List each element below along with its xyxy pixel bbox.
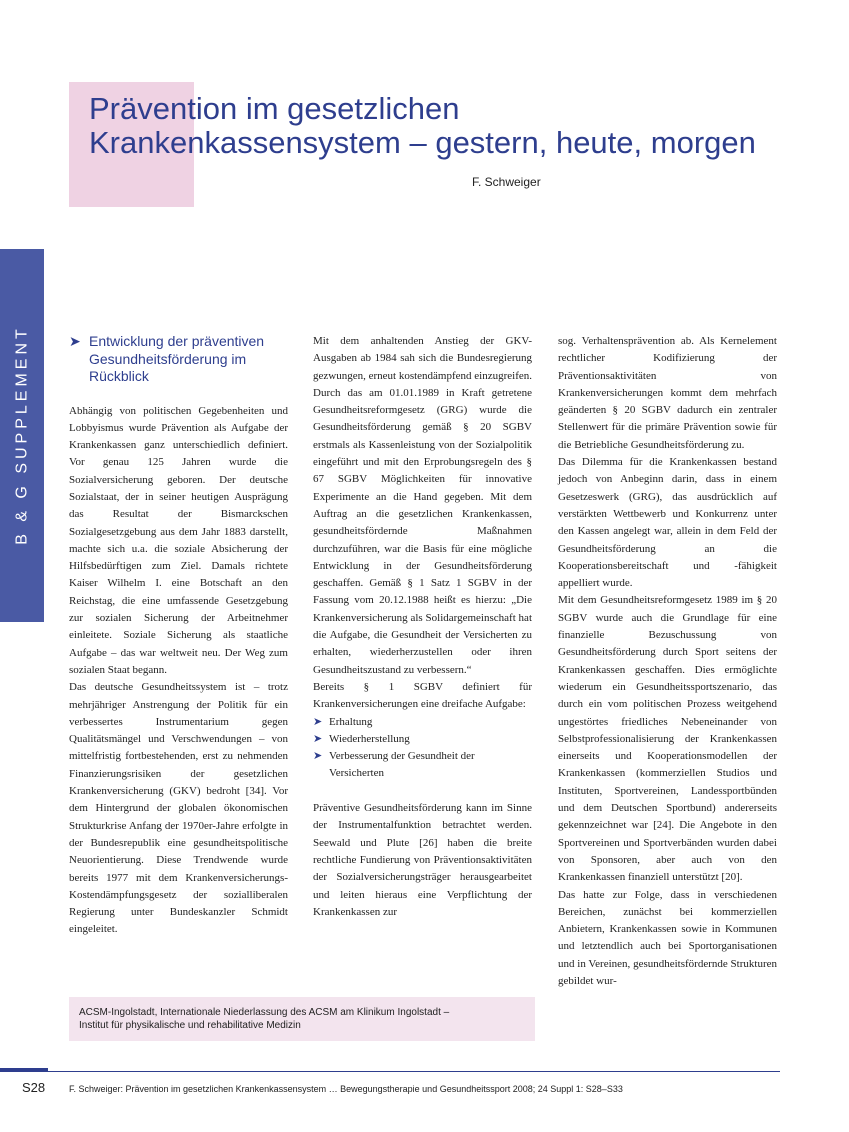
paragraph: Das hatte zur Folge, dass in verschiedenen Bereichen, zunächst bei kommerziellen Anbietern, Krankenkassen sowie in Kommunen und letztendlich auch bei Sportorganisationen und in Vereinen, gesundheitsfördernde Strukturen gebildet wur- xyxy=(558,888,777,987)
arrow-icon: ➤ xyxy=(69,333,81,349)
column-3 xyxy=(558,333,777,990)
list-item: ➤ Wiederherstellung xyxy=(313,731,532,748)
column-1 xyxy=(69,333,288,939)
paragraph: Präventive Gesundheitsförderung kann im Sinne der Instrumentalfunktion betrachtet werden. Seewald und Plute [26] haben die breite rechtliche Fundierung von Präventionsaktivitäten der Sozialversicherungsträger herausgearbeitet und leiten hieraus eine Verpflichtung der Krankenkassen zur xyxy=(313,802,532,918)
author: F. Schweiger xyxy=(472,175,541,189)
section-heading-text: Entwicklung der präventiven Gesundheitsförderung im Rückblick xyxy=(89,333,265,384)
list-item: ➤ Verbesserung der Gesundheit der Versicherten xyxy=(313,750,475,780)
title-line-1: Prävention im gesetzlichen xyxy=(89,91,460,126)
paragraph: Mit dem Gesundheitsreformgesetz 1989 im § 20 SGBV wurde auch die Grundlage für eine finanzielle Bezuschussung von Gesundheitsförderung durch Sport seitens der Krankenkassen geschaffen. Dies ermöglichte wiederum ein Gesundheitssportszenario, das durch ein vom politischen Prozess weitgehend ungestörtes friedliches Nebeneinander von Selbstprofessionalisierung der Krankenkassen einerseits und Kooperationsmodellen der Krankenkassen (kommerziellen Studios und Instituten, Sportvereinen, Landessportbünden und dem Deutschen Sportbund) andererseits gekennzeichnet war [24]. Die Angebote in den Sportvereinen und Sportverbänden wurden dabei von Sponsoren, aber auch von den Krankenkassen finanziell unterstützt [20]. xyxy=(558,594,777,884)
footer-marker xyxy=(0,1068,48,1072)
side-tab-label: B & G SUPPLEMENT xyxy=(13,325,31,545)
paragraph: Das Dilemma für die Krankenkassen bestand jedoch von Anbeginn darin, dass in einem Gesetzeswerk (GRG), das ausdrücklich auf verstärkten Wettbewerb und Konkurrenz unter den Kassen angelegt war, allein in dem Feld der Gesundheitsförderung an die Kooperationsbereitschaft und -fähigkeit appelliert wurde. xyxy=(558,456,777,590)
arrow-icon: ➤ xyxy=(313,750,323,763)
affiliation-box xyxy=(69,997,535,1041)
paragraph: Das deutsche Gesundheitssystem ist – trotz mehrjähriger Anstrengung der Politik für ein verbessertes Instrumentarium gegen Qualitätsmängel und Verschwendungen – von mittelfristig fortbestehenden, erst zu nehmenden Finanzierungsrisiken der gesetzlichen Krankenversicherung (GKV) bedroht [34]. Vor dem Hintergrund der globalen ökonomischen Strukturkrise Anfang der 1970er-Jahre erfolgte in der Bundesrepublik eine gesundheitspolitische Neuorientierung. Diese Trendwende wurde bereits 1977 mit dem Krankenversicherungs-Kostendämpfungsgesetz der sozialliberalen Regierung unter Bundeskanzler Schmidt eingeleitet. xyxy=(69,681,288,936)
arrow-icon: ➤ xyxy=(313,715,323,728)
paragraph: Bereits § 1 SGBV definiert für Krankenversicherungen eine dreifache Aufgabe: xyxy=(313,680,532,711)
footer-rule xyxy=(48,1071,780,1072)
spacer xyxy=(313,783,532,800)
affiliation-line-1: ACSM-Ingolstadt, Internationale Niederlassung des ACSM am Klinikum Ingolstadt – xyxy=(79,1007,450,1018)
task-list xyxy=(313,714,532,783)
paragraph: sog. Verhaltensprävention ab. Als Kernelement rechtlicher Kodifizierung der Präventionsaktivitäten von Krankenversicherungen kommt dem mehrfach geänderten § 20 SGBV dadurch ein zentraler Stellenwert für die primäre Prävention sowie für die Betriebliche Gesundheitsförderung zu. xyxy=(558,335,777,451)
footer-citation: F. Schweiger: Prävention im gesetzlichen Krankenkassensystem … Bewegungstherapie und Gesundheitssport 2008; 24 Suppl 1: S28–S33 xyxy=(69,1084,623,1094)
paragraph: Abhängig von politischen Gegebenheiten und Lobbyismus wurde Prävention als Aufgabe der Krankenkassen ganz unterschiedlich definiert. Vor genau 125 Jahren wurde die Sozialversicherung geboren. Der deutsche Sozialstaat, der in seiner heutigen Ausprägung das Resultat der Bismarckschen Sozialgesetzgebung aus dem Jahr 1883 darstellt, machte sich u.a. die soziale Absicherung der Hilfsbedürftigen zum Ziel. Damals richtete Kaiser Wilhelm I. eine Botschaft an den Reichstag, die eine umfassende Gesetzgebung zur sozialen Sicherung der Arbeitnehmer einleitete. Soziale Sicherung als staatliche Aufgabe – das war weltweit neu. Der Weg zum sozialen Staat begann. xyxy=(69,404,288,676)
list-item: ➤ Erhaltung xyxy=(313,714,532,731)
section-heading xyxy=(69,333,288,386)
arrow-icon: ➤ xyxy=(313,732,323,745)
article-title xyxy=(89,92,829,160)
affiliation-line-2: Institut für physikalische und rehabilitative Medizin xyxy=(79,1020,301,1031)
title-line-2: Krankenkassensystem – gestern, heute, morgen xyxy=(89,125,756,160)
column-2 xyxy=(313,333,532,921)
page-number: S28 xyxy=(22,1080,46,1095)
paragraph: Mit dem anhaltenden Anstieg der GKV-Ausgaben ab 1984 sah sich die Bundesregierung gezwungen, erneut kostendämpfend einzugreifen. Durch das am 01.01.1989 in Kraft getretene Gesundheitsreformgesetz (GRG) wurde die Gesundheitsförderung gemäß § 20 SGBV erstmals als Kassenleistung von der Sozialpolitik eingeführt und mit den Erprobungsregeln des § 67 SGBV Möglichkeiten für innovative Experimente an die Hand gegeben. Mit dem Auftrag an die gesetzlichen Krankenkassen, gesundheitsfördernde Maßnahmen durchzuführen, war die Basis für eine mögliche Entwicklung in der Gesundheitsförderung geschaffen. Gemäß § 1 Satz 1 SGBV in der Fassung vom 20.12.1988 heißt es hierzu: „Die Krankenversicherung als Solidargemeinschaft hat die Aufgabe, die Gesundheit der Versicherten zu erhalten, wiederherzustellen oder ihren Gesundheitszustand zu verbessern.“ xyxy=(313,335,532,676)
